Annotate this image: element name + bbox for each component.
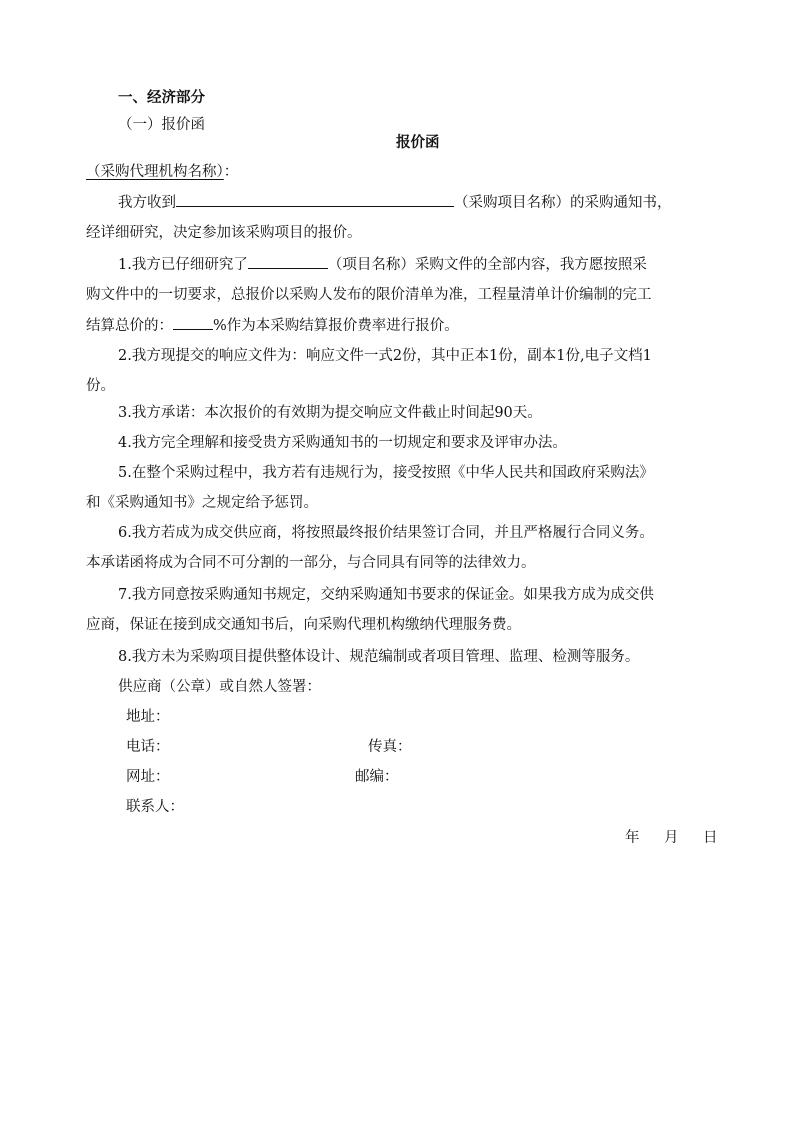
item7-line-2: 应商，保证在接到成交通知书后，向采购代理机构缴纳代理服务费。: [86, 617, 521, 633]
item6-line-2: 本承诺函将成为合同不可分割的一部分，与合同具有同等的法律效力。: [86, 555, 536, 571]
item1-text-b: （项目名称）采购文件的全部内容，我方愿按照采: [327, 257, 647, 273]
contact-label: 联系人：: [126, 799, 184, 815]
subsection-heading: （一）报价函: [118, 117, 205, 133]
rate-blank[interactable]: [173, 315, 213, 330]
item1-text-c: 结算总价的：: [86, 318, 173, 334]
document-title: 报价函: [396, 134, 440, 151]
intro-line-2: 经详细研究，决定参加该采购项目的报价。: [86, 225, 362, 241]
postcode-label: 邮编：: [355, 769, 399, 785]
item2-line-2: 份。: [86, 378, 115, 394]
intro-text-b: （采购项目名称）的采购通知书，: [454, 195, 672, 211]
item1-text-d: %作为本采购结算报价费率进行报价。: [213, 318, 459, 334]
intro-text-a: 我方收到: [118, 195, 176, 211]
item8: 8.我方未为采购项目提供整体设计、规范编制或者项目管理、监理、检测等服务。: [118, 649, 640, 665]
item1-line-1: [118, 254, 647, 275]
section-heading: 一、经济部分: [118, 89, 205, 106]
item5-line-1: 5.在整个采购过程中，我方若有违规行为，接受按照《中华人民共和国政府采购法》: [118, 465, 654, 481]
item-name-blank[interactable]: [248, 254, 328, 269]
item7-line-1: 7.我方同意按采购通知书规定，交纳采购通知书要求的保证金。如果我方成为成交供: [118, 587, 654, 603]
item1-line-2: 购文件中的一切要求，总报价以采购人发布的限价清单为准，工程量清单计价编制的完工: [86, 287, 652, 303]
item4: 4.我方完全理解和接受贵方采购通知书的一切规定和要求及评审办法。: [118, 435, 567, 451]
item1-line-3: [86, 315, 459, 336]
intro-line-1: [118, 192, 672, 213]
addressee-colon: ：: [223, 164, 239, 180]
fax-label: 传真：: [368, 739, 412, 755]
address-label: 地址：: [126, 709, 170, 725]
item6-line-1: 6.我方若成为成交供应商，将按照最终报价结果签订合同，并且严格履行合同义务。: [118, 525, 654, 541]
date-day: 日: [703, 830, 718, 846]
date-month: 月: [664, 830, 679, 846]
supplier-signature-label: 供应商（公章）或自然人签署：: [118, 679, 321, 695]
project-name-blank[interactable]: [176, 192, 454, 207]
item1-text-a: 1.我方已仔细研究了: [118, 257, 248, 273]
addressee-name: （采购代理机构名称）: [86, 164, 224, 180]
date-year: 年: [625, 830, 640, 846]
phone-label: 电话：: [126, 739, 170, 755]
addressee-line: [86, 162, 238, 182]
item2-line-1: 2.我方现提交的响应文件为：响应文件一式2份，其中正本1份，副本1份,电子文档1: [118, 348, 652, 364]
item3: 3.我方承诺：本次报价的有效期为提交响应文件截止时间起90天。: [118, 405, 542, 421]
item5-line-2: 和《采购通知书》之规定给予惩罚。: [86, 495, 318, 511]
website-label: 网址：: [126, 769, 170, 785]
